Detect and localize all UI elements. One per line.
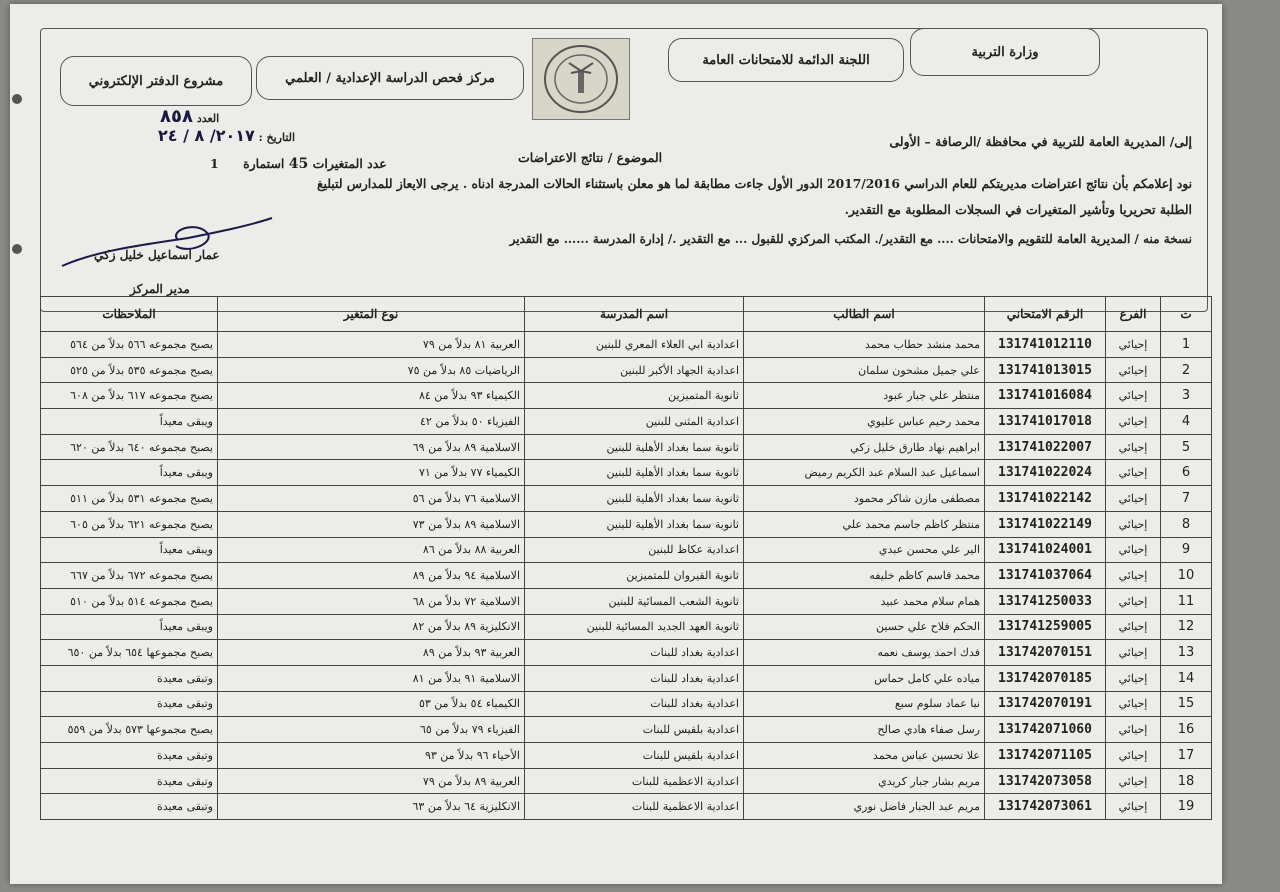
school-name: ثانوية الشعب المسائية للبنين (525, 588, 744, 614)
column-header: الفرع (1106, 297, 1161, 332)
change-type: الكيمياء ٩٣ بدلاً من ٨٤ (218, 383, 525, 409)
school-name: اعدادية الجهاد الأكبر للبنين (525, 357, 744, 383)
school-name: ثانوية القيروان للمتميزين (525, 563, 744, 589)
student-name: الير علي محسن عبدي (744, 537, 985, 563)
notes: يصبح مجموعه ٦٧٢ بدلاً من ٦٦٧ (41, 563, 218, 589)
table-row (41, 357, 1212, 383)
change-type: الاسلامية ٨٩ بدلاً من ٦٩ (218, 434, 525, 460)
row-index: 11 (1161, 588, 1212, 614)
date-value: ٢٠١٧/ ٨ / ٢٤ (158, 126, 255, 145)
column-header: الملاحظات (41, 297, 218, 332)
school-name: اعدادية المثنى للبنين (525, 409, 744, 435)
school-name: اعدادية الاعظمية للبنات (525, 794, 744, 820)
school-name: اعدادية الاعظمية للبنات (525, 768, 744, 794)
row-index: 3 (1161, 383, 1212, 409)
subject-line: الموضوع / نتائج الاعتراضات (518, 150, 663, 165)
student-name: منتظر علي جبار عبود (744, 383, 985, 409)
exam-number: 131741016084 (985, 383, 1106, 409)
branch: إحيائي (1106, 665, 1161, 691)
exam-number: 131742070185 (985, 665, 1106, 691)
branch: إحيائي (1106, 332, 1161, 358)
change-type: الاسلامية ٩٤ بدلاً من ٨٩ (218, 563, 525, 589)
notes: يصبح مجموعها ٦٥٤ بدلاً من ٦٥٠ (41, 640, 218, 666)
date-field: التاريخ : ٢٠١٧/ ٨ / ٢٤ (158, 126, 296, 145)
exam-number: 131741022142 (985, 486, 1106, 512)
school-name: اعدادية بغداد للبنات (525, 665, 744, 691)
exam-number: 131742070191 (985, 691, 1106, 717)
column-header: اسم الطالب (744, 297, 985, 332)
student-name: منتظر كاظم جاسم محمد علي (744, 511, 985, 537)
signer-name: عمار اسماعيل خليل زكي (94, 248, 220, 262)
school-name: ثانوية سما بغداد الأهلية للبنين (525, 486, 744, 512)
branch: إحيائي (1106, 357, 1161, 383)
punch-hole (12, 94, 22, 104)
student-name: رسل صفاء هادي صالح (744, 717, 985, 743)
exam-number: 131741017018 (985, 409, 1106, 435)
change-type: العربية ٨٩ بدلاً من ٧٩ (218, 768, 525, 794)
change-type: الرياضيات ٨٥ بدلاً من ٧٥ (218, 357, 525, 383)
notes: يصبح مجموعها ٥٧٣ بدلاً من ٥٥٩ (41, 717, 218, 743)
school-name: اعدادية عكاظ للبنين (525, 537, 744, 563)
notes: يصبح مجموعه ٥١٤ بدلاً من ٥١٠ (41, 588, 218, 614)
exam-number: 131741013015 (985, 357, 1106, 383)
row-index: 18 (1161, 768, 1212, 794)
student-name: نبا عماد سلوم سبع (744, 691, 985, 717)
row-index: 4 (1161, 409, 1212, 435)
row-index: 7 (1161, 486, 1212, 512)
branch: إحيائي (1106, 511, 1161, 537)
change-type: الاسلامية ٨٩ بدلاً من ٧٣ (218, 511, 525, 537)
change-type: العربية ٨٨ بدلاً من ٨٦ (218, 537, 525, 563)
exam-number: 131741250033 (985, 588, 1106, 614)
column-header: نوع المتغير (218, 297, 525, 332)
notes: يصبح مجموعه ٦٤٠ بدلاً من ٦٢٠ (41, 434, 218, 460)
table-row (41, 460, 1212, 486)
changes-count-line: عدد المتغيرات 45 استمارة 1 (210, 156, 387, 172)
column-header: الرقم الامتحاني (985, 297, 1106, 332)
exam-number: 131741022007 (985, 434, 1106, 460)
student-name: ابراهيم نهاد طارق خليل زكي (744, 434, 985, 460)
branch: إحيائي (1106, 460, 1161, 486)
branch: إحيائي (1106, 691, 1161, 717)
school-name: ثانوية سما بغداد الأهلية للبنين (525, 434, 744, 460)
row-index: 19 (1161, 794, 1212, 820)
body-line-2: الطلبة تحريريا وتأشير المتغيرات في السجلات المطلوبة مع التقدير. (844, 202, 1192, 217)
notes: وتبقى معيدة (41, 768, 218, 794)
table-row (41, 614, 1212, 640)
branch: إحيائي (1106, 486, 1161, 512)
student-name: مصطفى مازن شاكر محمود (744, 486, 985, 512)
notes: ويبقى معيداً (41, 537, 218, 563)
student-name: همام سلام محمد عبيد (744, 588, 985, 614)
table-row (41, 383, 1212, 409)
student-name: محمد منشد حطاب محمد (744, 332, 985, 358)
column-header: اسم المدرسة (525, 297, 744, 332)
branch: إحيائي (1106, 537, 1161, 563)
row-index: 13 (1161, 640, 1212, 666)
branch: إحيائي (1106, 768, 1161, 794)
branch: إحيائي (1106, 383, 1161, 409)
ministry-logo (532, 38, 630, 120)
school-name: اعدادية بلقيس للبنات (525, 717, 744, 743)
change-type: الاسلامية ٧٢ بدلاً من ٦٨ (218, 588, 525, 614)
table-header-row (41, 297, 1212, 332)
change-type: الفيزياء ٥٠ بدلاً من ٤٢ (218, 409, 525, 435)
school-name: اعدادية بغداد للبنات (525, 640, 744, 666)
notes: وتبقى معيدة (41, 691, 218, 717)
exam-number: 131741024001 (985, 537, 1106, 563)
table-row (41, 743, 1212, 769)
table-row (41, 486, 1212, 512)
punch-hole (12, 244, 22, 254)
student-name: مريم عبد الجبار فاضل نوري (744, 794, 985, 820)
change-type: الانكليزية ٦٤ بدلاً من ٦٣ (218, 794, 525, 820)
student-name: محمد قاسم كاظم خليفه (744, 563, 985, 589)
student-name: الحكم فلاح علي حسين (744, 614, 985, 640)
student-name: مريم بشار جبار كريدي (744, 768, 985, 794)
results-table (40, 296, 1212, 820)
project-box (60, 56, 252, 106)
school-name: ثانوية سما بغداد الأهلية للبنين (525, 460, 744, 486)
school-name: اعدادية بلقيس للبنات (525, 743, 744, 769)
change-type: الأحياء ٩٦ بدلاً من ٩٣ (218, 743, 525, 769)
notes: يصبح مجموعه ٥٣٥ بدلاً من ٥٢٥ (41, 357, 218, 383)
notes: يصبح مجموعه ٦٢١ بدلاً من ٦٠٥ (41, 511, 218, 537)
exam-number: 131741022024 (985, 460, 1106, 486)
change-type: العربية ٨١ بدلاً من ٧٩ (218, 332, 525, 358)
exam-number: 131742071105 (985, 743, 1106, 769)
number-field: العدد ٨٥٨ (160, 106, 220, 127)
exam-number: 131742073058 (985, 768, 1106, 794)
project-label: مشروع الدفتر الإلكتروني (88, 73, 224, 89)
student-name: اسماعيل عبد السلام عبد الكريم رميض (744, 460, 985, 486)
change-type: الفيزياء ٧٩ بدلاً من ٦٥ (218, 717, 525, 743)
branch: إحيائي (1106, 563, 1161, 589)
change-type: الانكليزية ٨٩ بدلاً من ٨٢ (218, 614, 525, 640)
signer-title: مدير المركز (130, 282, 190, 296)
changes-count: 45 (288, 156, 309, 172)
change-type: الكيمياء ٧٧ بدلاً من ٧١ (218, 460, 525, 486)
exam-number: 131742070151 (985, 640, 1106, 666)
ministry-box (910, 28, 1100, 76)
notes: وتبقى معيدة (41, 665, 218, 691)
row-index: 12 (1161, 614, 1212, 640)
table-row (41, 691, 1212, 717)
school-name: اعدادية ابي العلاء المعري للبنين (525, 332, 744, 358)
branch: إحيائي (1106, 588, 1161, 614)
row-index: 5 (1161, 434, 1212, 460)
change-type: العربية ٩٣ بدلاً من ٨٩ (218, 640, 525, 666)
student-name: محمد رحيم عباس عليوي (744, 409, 985, 435)
notes: ويبقى معيداً (41, 614, 218, 640)
ministry-label: وزارة التربية (971, 44, 1039, 60)
branch: إحيائي (1106, 794, 1161, 820)
emblem-icon (541, 43, 621, 115)
committee-label: اللجنة الدائمة للامتحانات العامة (702, 52, 870, 68)
copy-line: نسخة منه / المديرية العامة للتقويم والامتحانات .... مع التقدير/. المكتب المركزي للقبول ... مع التقدير ./ إدارة المدرسة ...... مع التقدير (509, 232, 1192, 246)
number-value: ٨٥٨ (160, 106, 193, 127)
row-index: 9 (1161, 537, 1212, 563)
center-box (256, 56, 524, 100)
exam-number: 131741037064 (985, 563, 1106, 589)
table-row (41, 665, 1212, 691)
row-index: 6 (1161, 460, 1212, 486)
row-index: 14 (1161, 665, 1212, 691)
form-count: 1 (210, 156, 219, 171)
notes: وتبقى معيدة (41, 743, 218, 769)
table-row (41, 332, 1212, 358)
exam-number: 131741259005 (985, 614, 1106, 640)
table-row (41, 768, 1212, 794)
center-label: مركز فحص الدراسة الإعدادية / العلمي (285, 70, 495, 86)
school-name: ثانوية العهد الجديد المسائية للبنين (525, 614, 744, 640)
exam-number: 131741012110 (985, 332, 1106, 358)
student-name: فدك احمد يوسف نعمه (744, 640, 985, 666)
school-name: اعدادية بغداد للبنات (525, 691, 744, 717)
notes: يصبح مجموعه ٥٦٦ بدلاً من ٥٦٤ (41, 332, 218, 358)
branch: إحيائي (1106, 434, 1161, 460)
notes: ويبقى معيداً (41, 460, 218, 486)
recipient-line: إلى/ المديرية العامة للتربية في محافظة /الرصافة – الأولى (889, 134, 1192, 149)
row-index: 2 (1161, 357, 1212, 383)
table-row (41, 434, 1212, 460)
document-sheet (10, 4, 1222, 884)
table-row (41, 563, 1212, 589)
row-index: 8 (1161, 511, 1212, 537)
branch: إحيائي (1106, 614, 1161, 640)
branch: إحيائي (1106, 743, 1161, 769)
committee-box (668, 38, 904, 82)
student-name: مياده علي كامل حماس (744, 665, 985, 691)
exam-number: 131741022149 (985, 511, 1106, 537)
row-index: 17 (1161, 743, 1212, 769)
notes: وتبقى معيدة (41, 794, 218, 820)
change-type: الكيمياء ٥٤ بدلاً من ٥٣ (218, 691, 525, 717)
student-name: علي جميل مشحون سلمان (744, 357, 985, 383)
body-line-1: نود إعلامكم بأن نتائج اعتراضات مديريتكم للعام الدراسي 2017/2016 الدور الأول جاءت مطابقة لما هو معلن باستثناء الحالات المدرجة ادناه . يرجى الايعاز للمدارس لتبليغ (316, 176, 1192, 191)
branch: إحيائي (1106, 640, 1161, 666)
row-index: 1 (1161, 332, 1212, 358)
school-name: ثانوية سما بغداد الأهلية للبنين (525, 511, 744, 537)
row-index: 16 (1161, 717, 1212, 743)
table-row (41, 794, 1212, 820)
table-row (41, 717, 1212, 743)
table-row (41, 537, 1212, 563)
notes: يصبح مجموعه ٦١٧ بدلاً من ٦٠٨ (41, 383, 218, 409)
notes: ويبقى معيداً (41, 409, 218, 435)
branch: إحيائي (1106, 717, 1161, 743)
table-row (41, 588, 1212, 614)
exam-number: 131742071060 (985, 717, 1106, 743)
branch: إحيائي (1106, 409, 1161, 435)
change-type: الاسلامية ٧٦ بدلاً من ٥٦ (218, 486, 525, 512)
change-type: الاسلامية ٩١ بدلاً من ٨١ (218, 665, 525, 691)
table-row (41, 640, 1212, 666)
table-row (41, 511, 1212, 537)
table-row (41, 409, 1212, 435)
row-index: 15 (1161, 691, 1212, 717)
student-name: علا تحسين عباس محمد (744, 743, 985, 769)
exam-number: 131742073061 (985, 794, 1106, 820)
row-index: 10 (1161, 563, 1212, 589)
column-header: ت (1161, 297, 1212, 332)
school-name: ثانوية المتميزين (525, 383, 744, 409)
notes: يصبح مجموعه ٥٣١ بدلاً من ٥١١ (41, 486, 218, 512)
